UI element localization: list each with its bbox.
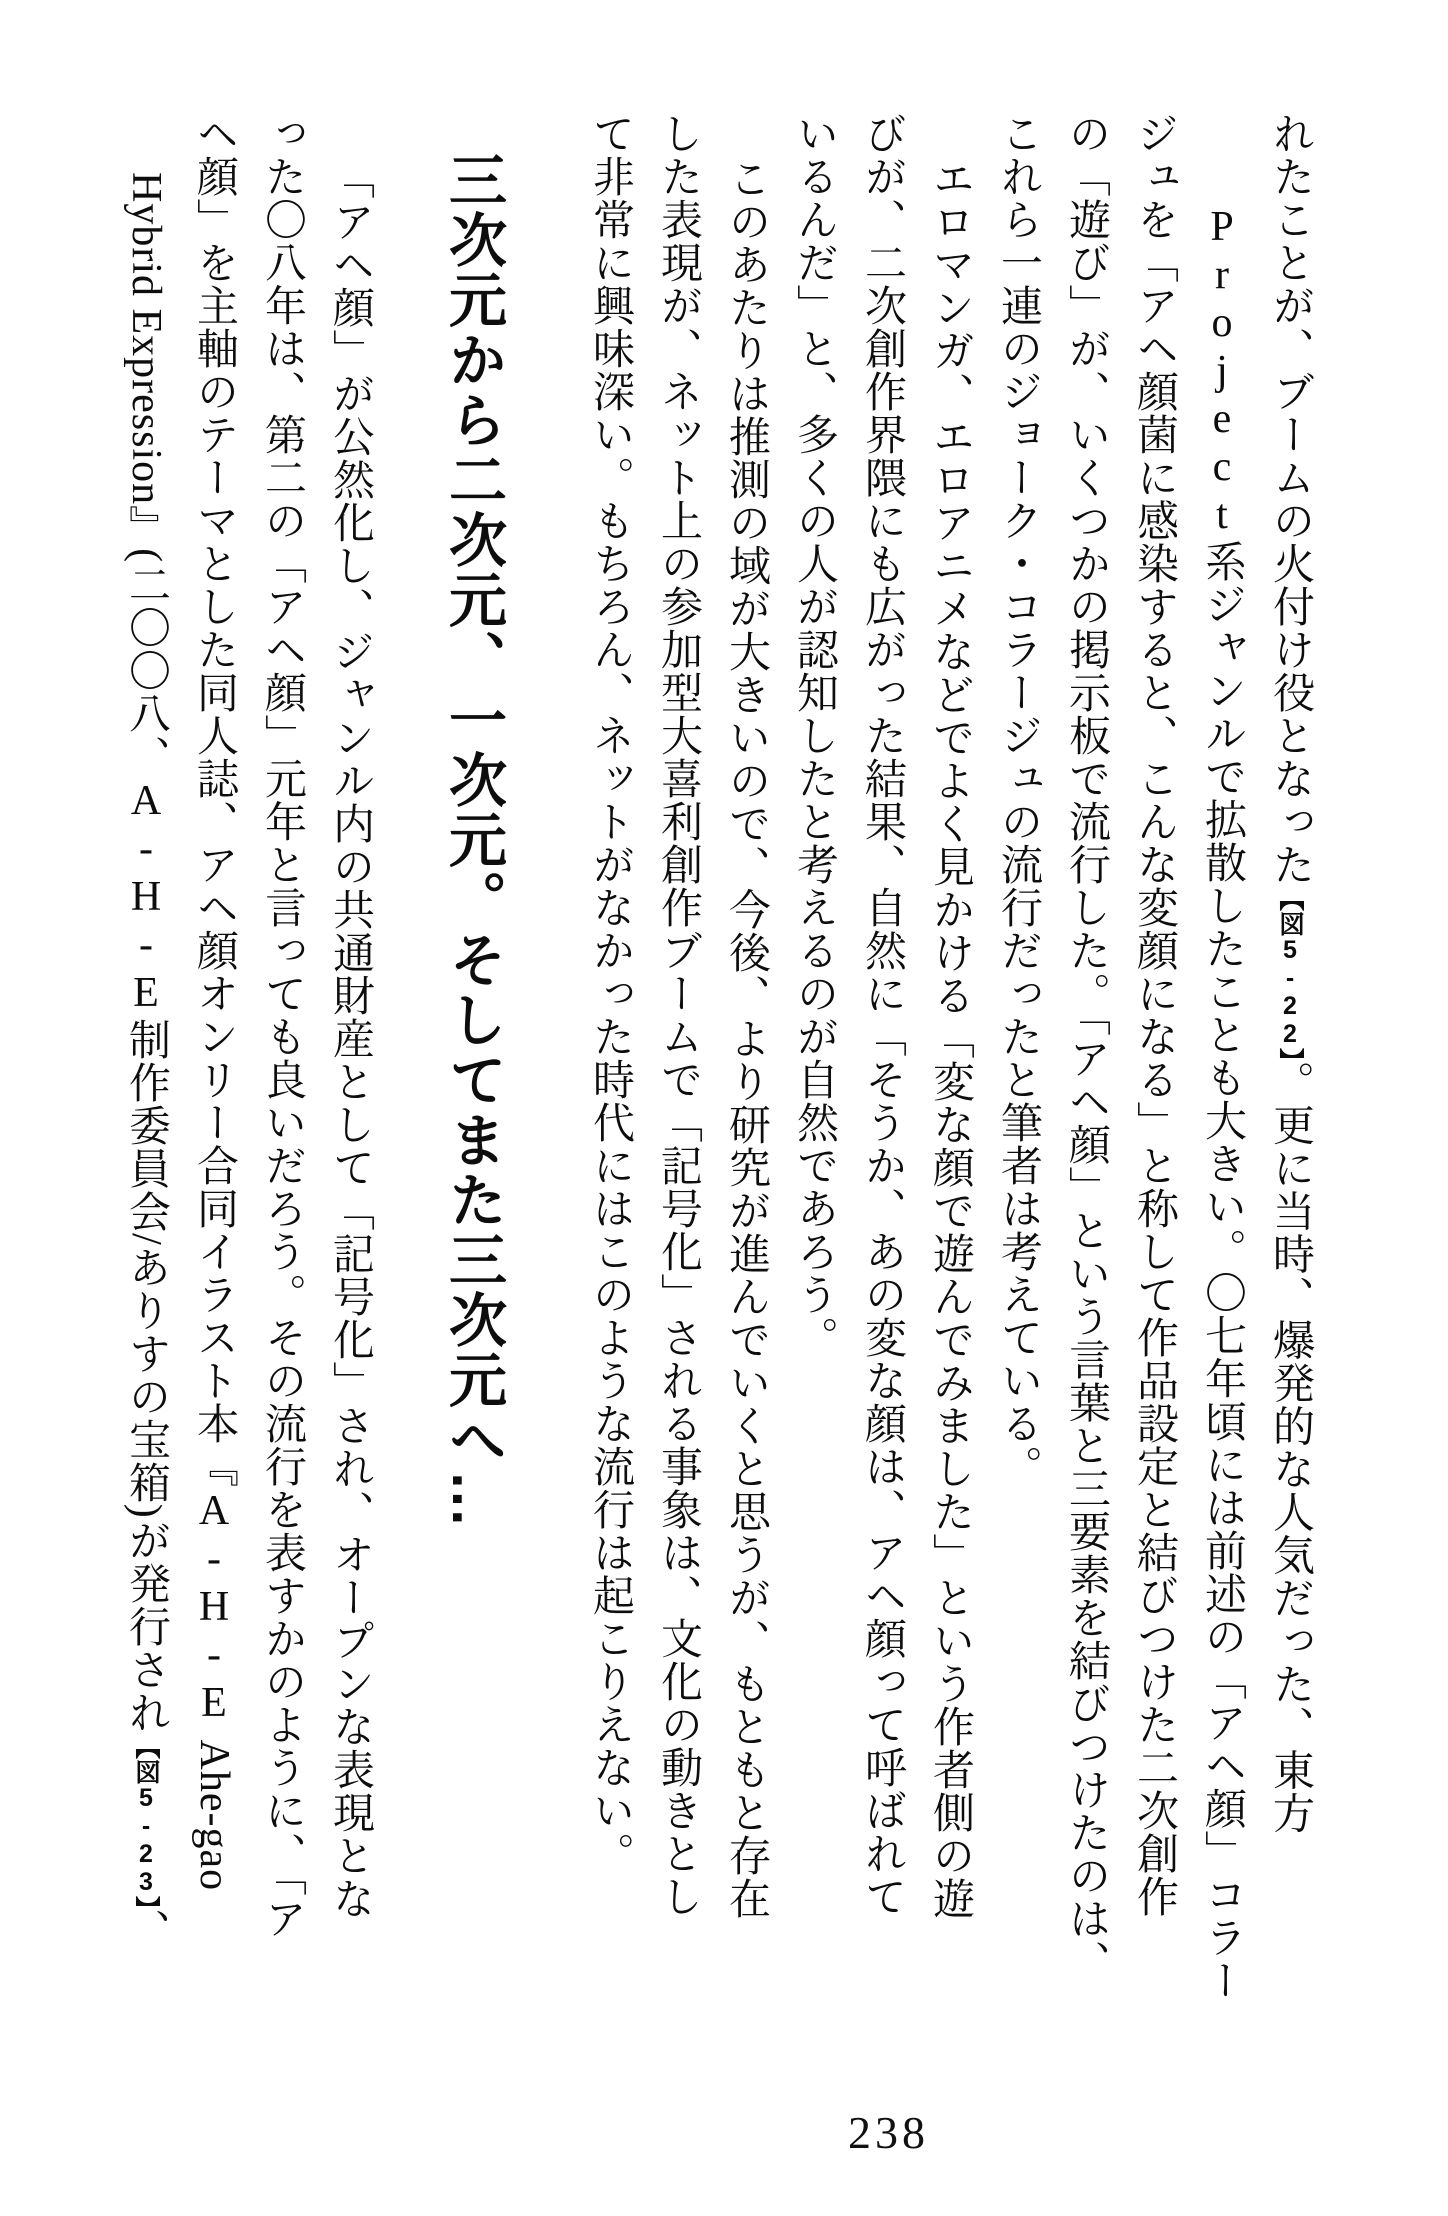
text-run: 、 (123, 1908, 169, 1952)
text-run (191, 1728, 237, 1740)
paragraph-speculation (576, 112, 780, 1992)
text-line (1052, 112, 1120, 1992)
text-line (1188, 112, 1256, 2002)
text-run: れたことが、ブームの火付け役となった (1267, 112, 1313, 886)
text-run: びが、二次創作界隈にも広がった結果、自然に「そうか、あの変な顔は、アヘ顔って呼ばれて (859, 112, 905, 1918)
figure-reference-5-23: 【図5-23】 (132, 1733, 160, 1909)
text-run: このあたりは推測の域が大きいので、今後、より研究が進んでいくと思うが、もともと存在 (723, 157, 769, 1920)
latin-run: A-H-E (123, 778, 169, 1019)
text-run: 』(二〇〇八、 (123, 505, 169, 779)
text-line (1120, 112, 1188, 1992)
latin-run: Project (1199, 204, 1245, 540)
text-run: 制作委員会/ありすの宝箱)が発行され (123, 1018, 169, 1734)
figure-reference-5-22: 【図5-22】 (1276, 886, 1304, 1061)
text-line (112, 112, 180, 1992)
text-line (984, 112, 1052, 1992)
text-run: の「遊び」が、いくつかの掲示板で流行した。「アヘ顔」という言葉と三要素を結びつけたのは、 (1063, 112, 1109, 1983)
text-run: いるんだ」と、多くの人が認知したと考えるのが自然であろう。 (791, 112, 837, 1359)
latin-run: Ahe-gao (191, 1739, 237, 1892)
text-run: ヘ顔」を主軸のテーマとした同人誌、アヘ顔オンリー合同イラスト本『 (191, 112, 237, 1488)
text-run: エロマンガ、エロアニメなどでよく見かける「変な顔で遊んでみました」という作者側の遊 (927, 157, 973, 1920)
text-run: これら一連のジョーク・コラージュの流行だったと筆者は考えている。 (995, 112, 1041, 1488)
latin-run: A-H-E (191, 1488, 237, 1728)
text-run: ジュを「アヘ顔菌に感染すると、こんな変顔になる」と称して作品設定と結びつけた二次創作 (1131, 112, 1177, 1918)
text-line (712, 112, 780, 1992)
text-run: 。更に当時、爆発的な人気だった、東方 (1267, 1060, 1313, 1835)
text-line (1256, 112, 1324, 1992)
paragraph-ahegao-2008 (112, 112, 384, 1992)
text-run: した表現が、ネット上の参加型大喜利創作ブームで「記号化」される事象は、文化の動きとし (655, 112, 701, 1918)
section-heading: 三次元から二次元、一次元。そしてまた三次元へ… (440, 150, 505, 1530)
vertical-text-block (112, 112, 1324, 2002)
text-line (576, 112, 644, 1992)
latin-run: Hybrid Expression (123, 172, 169, 506)
text-run: 系ジャンルで拡散したことも大きい。〇七年頃には前述の「アヘ顔」コラー (1199, 540, 1245, 2002)
text-line (916, 112, 984, 1992)
paragraph-creator-play (780, 112, 984, 1992)
text-line (780, 112, 848, 1992)
text-line (248, 112, 316, 1992)
text-line (180, 112, 248, 1992)
text-run: 「アヘ顔」が公然化し、ジャンル内の共通財産として「記号化」され、オープンな表現とな (327, 157, 373, 1920)
text-line (316, 112, 384, 1992)
paragraph-boom-origin (984, 112, 1324, 2002)
text-line (848, 112, 916, 1992)
text-run: った〇八年は、第二の「アヘ顔」元年と言っても良いだろう。その流行を表すかのように、「ア (259, 112, 305, 1940)
text-run: て非常に興味深い。もちろん、ネットがなかった時代にはこのような流行は起こりえない。 (587, 112, 633, 1875)
page-number: 238 (848, 2107, 929, 2158)
text-line (644, 112, 712, 1992)
